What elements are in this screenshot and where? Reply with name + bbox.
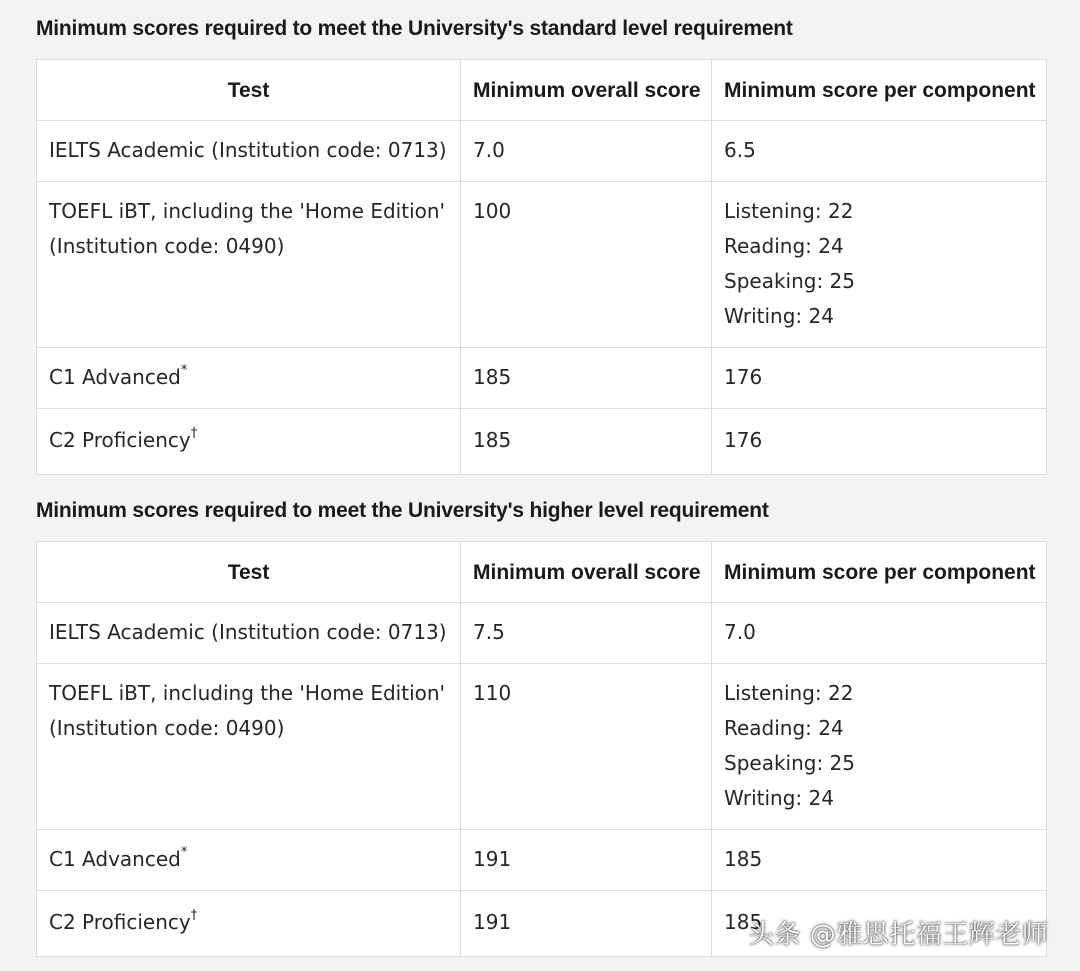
table-row-c2-proficiency	[37, 409, 1047, 475]
standard-requirement-title: Minimum scores required to meet the University's standard level requirement	[36, 17, 793, 40]
table-header-row	[37, 60, 1047, 121]
higher-requirement-table	[36, 541, 1047, 957]
cell-component	[712, 664, 1047, 830]
cell-overall: 191	[461, 891, 712, 957]
watermark-text: 头条 @雅思托福王辉老师	[748, 920, 1049, 950]
cell-component: 176	[712, 348, 1047, 409]
toefl-institution-code: (Institution code: 0490)	[49, 234, 285, 258]
component-speaking: Speaking: 25	[724, 751, 856, 775]
table-row-toefl	[37, 182, 1047, 348]
table-row-c1-advanced	[37, 830, 1047, 891]
component-speaking: Speaking: 25	[724, 269, 856, 293]
component-reading: Reading: 24	[724, 234, 844, 258]
column-header-component: Minimum score per component	[712, 60, 1047, 121]
table-row-ielts	[37, 603, 1047, 664]
cell-test	[37, 409, 461, 475]
table-row-c1-advanced	[37, 348, 1047, 409]
footnote-mark: †	[190, 908, 198, 924]
cell-test	[37, 891, 461, 957]
footnote-mark: †	[190, 426, 198, 442]
cell-component: 185	[712, 891, 1047, 957]
standard-requirement-table	[36, 59, 1047, 475]
toefl-institution-code: (Institution code: 0490)	[49, 716, 285, 740]
cell-overall: 191	[461, 830, 712, 891]
table-row-toefl	[37, 664, 1047, 830]
cell-test: IELTS Academic (Institution code: 0713)	[37, 603, 461, 664]
component-writing: Writing: 24	[724, 786, 834, 810]
footnote-mark: *	[180, 845, 188, 861]
cell-test	[37, 664, 461, 830]
column-header-overall: Minimum overall score	[461, 60, 712, 121]
column-header-overall: Minimum overall score	[461, 542, 712, 603]
cell-component: 176	[712, 409, 1047, 475]
cell-test	[37, 830, 461, 891]
cell-test	[37, 348, 461, 409]
cell-overall: 100	[461, 182, 712, 348]
test-name: C1 Advanced	[49, 847, 181, 871]
toefl-test-name: TOEFL iBT, including the 'Home Edition'	[49, 199, 446, 223]
cell-overall: 7.5	[461, 603, 712, 664]
column-header-test: Test	[37, 60, 461, 121]
column-header-component: Minimum score per component	[712, 542, 1047, 603]
component-listening: Listening: 22	[724, 681, 854, 705]
table-row-ielts	[37, 121, 1047, 182]
cell-component: 6.5	[712, 121, 1047, 182]
component-writing: Writing: 24	[724, 304, 834, 328]
table-header-row	[37, 542, 1047, 603]
cell-overall: 7.0	[461, 121, 712, 182]
component-listening: Listening: 22	[724, 199, 854, 223]
footnote-mark: *	[180, 363, 188, 379]
test-name: C2 Proficiency	[49, 910, 191, 934]
cell-overall: 110	[461, 664, 712, 830]
higher-requirement-title: Minimum scores required to meet the University's higher level requirement	[36, 499, 769, 522]
column-header-test: Test	[37, 542, 461, 603]
component-reading: Reading: 24	[724, 716, 844, 740]
cell-component: 185	[712, 830, 1047, 891]
cell-component	[712, 182, 1047, 348]
cell-overall: 185	[461, 348, 712, 409]
cell-test	[37, 182, 461, 348]
cell-overall: 185	[461, 409, 712, 475]
cell-test: IELTS Academic (Institution code: 0713)	[37, 121, 461, 182]
test-name: C2 Proficiency	[49, 428, 191, 452]
toefl-test-name: TOEFL iBT, including the 'Home Edition'	[49, 681, 446, 705]
cell-component: 7.0	[712, 603, 1047, 664]
test-name: C1 Advanced	[49, 365, 181, 389]
